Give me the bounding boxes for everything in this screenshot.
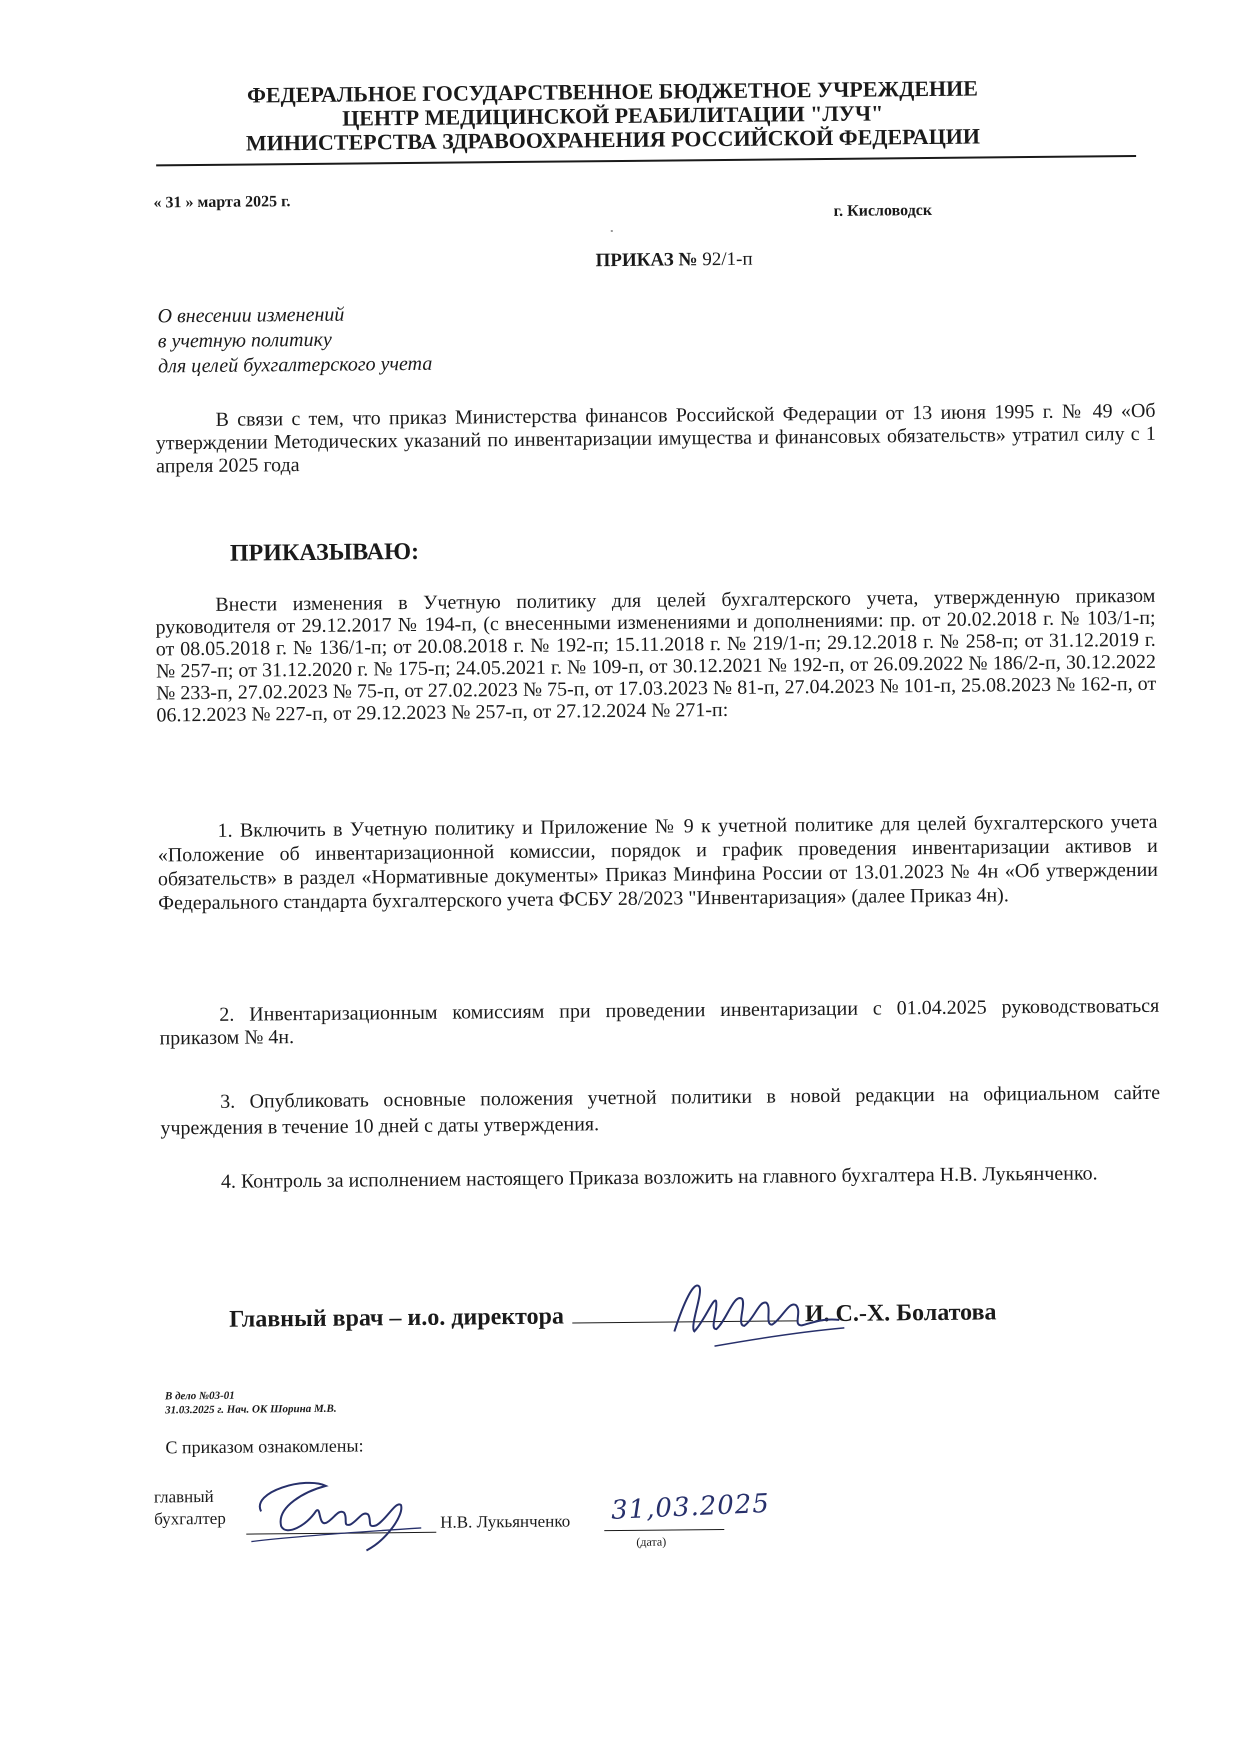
subject-line-3: для целей бухгалтерского учета: [157, 352, 433, 378]
acknowledgement-role: [154, 1486, 226, 1531]
director-name: И. С.-Х. Болатова: [804, 1299, 997, 1328]
header-line-2: ЦЕНТР МЕДИЦИНСКОЙ РЕАБИЛИТАЦИИ "ЛУЧ": [342, 100, 884, 131]
role-line-1: главный: [153, 1486, 214, 1507]
role-line-2: бухгалтер: [154, 1508, 226, 1529]
decree-heading: ПРИКАЗЫВАЮ:: [229, 538, 420, 567]
item-1: [157, 810, 1158, 916]
order-title-prefix: ПРИКАЗ №: [595, 249, 698, 272]
intro-paragraph: [155, 400, 1156, 479]
archive-line-2: 31.03.2025 г. Нач. ОК Шорина М.В.: [165, 1402, 337, 1417]
item-4-text: 4. Контроль за исполнением настоящего Приказа возложить на главного бухгалтера Н.В. Лукьянченко.: [220, 1162, 1098, 1193]
subject-line-2: в учетную политику: [157, 328, 332, 353]
archive-line-1: В дело №03-01: [164, 1389, 235, 1403]
accountant-signature-scribble: [246, 1470, 427, 1557]
order-title: [454, 247, 894, 273]
archive-note: [165, 1388, 337, 1418]
order-city: г. Кисловодск: [833, 201, 933, 220]
scan-speck: [611, 230, 613, 232]
main-paragraph: [155, 585, 1156, 727]
order-subject: [157, 302, 432, 380]
date-caption: (дата): [636, 1534, 667, 1549]
header-line-3: МИНИСТЕРСТВА ЗДРАВООХРАНЕНИЯ РОССИЙСКОЙ ФЕДЕРАЦИИ: [245, 123, 981, 156]
item-2-text: 2. Инвентаризационным комиссиям при проведении инвентаризации с 01.04.2025 руководствоваться приказом № 4н.: [159, 994, 1160, 1050]
item-3-text: 3. Опубликовать основные положения учетной политики в новой редакции на официальном сайте учреждения в течение 10 дней с даты утверждения.: [160, 1081, 1161, 1140]
subject-line-1: О внесении изменений: [157, 303, 345, 328]
accountant-name: Н.В. Лукьянченко: [440, 1511, 571, 1532]
director-signature-scribble: [654, 1270, 855, 1352]
header-line-1: ФЕДЕРАЛЬНОЕ ГОСУДАРСТВЕННОЕ БЮДЖЕТНОЕ УЧРЕЖДЕНИЕ: [246, 75, 979, 108]
item-3: [160, 1080, 1160, 1142]
order-number: 92/1-п: [697, 248, 753, 271]
handwritten-date: 31,03.2025: [610, 1488, 771, 1526]
item-1-text: 1. Включить в Учетную политику и Приложение № 9 к учетной политике для целей бухгалтерского учета «Положение об инвентаризационной комиссии, порядок и график проведения инвентаризации активов и обязательств» в раздел «Нормативные документы» Приказ Минфина России от 13.01.2023 № 4н «Об утверждении Федерального стандарта бухгалтерского учета ФСБУ 28/2023 "Инвентаризация» (далее Приказ 4н).: [157, 810, 1159, 915]
header-divider: [156, 155, 1136, 166]
order-date: « 31 » марта 2025 г.: [153, 193, 291, 212]
item-2: [159, 995, 1159, 1051]
intro-text: В связи с тем, что приказ Министерства финансов Российской Федерации от 13 июня 1995 г. № 49 «Об утверждении Методических указаний по инвентаризации имущества и финансовых обязательств» утратил силу с 1 апреля 2025 года: [155, 399, 1156, 478]
institution-header: [152, 76, 1073, 157]
date-line: [604, 1529, 724, 1531]
item-4: [161, 1160, 1161, 1196]
director-position: Главный врач – и.о. директора: [229, 1303, 565, 1333]
main-text: Внести изменения в Учетную политику для целей бухгалтерского учета, утвержденную приказом руководителя от 29.12.2017 № 194-п, (с внесенными изменениями и дополнениями: пр. от 20.02.2018 г. № 103/1-п; от 08.05.2018 г. № 136/1-п; от 20.08.2018 г. № 192-п; 15.11.2018 г. № 219/1-п; 29.12.2018 г. № 258-п; от 31.12.2019 г. № 257-п; от 31.12.2020 г. № 175-п; 24.05.2021 г. № 109-п, от 30.12.2021 № 192-п, от 26.09.2022 № 186/2-п, 30.12.2022 № 233-п, 27.02.2023 № 75-п, от 27.02.2023 № 75-п, от 17.03.2023 № 81-п, 27.04.2023 № 101-п, 25.08.2023 № 162-п, от 06.12.2023 № 227-п, от 29.12.2023 № 257-п, от 27.12.2024 № 271-п:: [155, 584, 1157, 727]
acknowledgement-title: С приказом ознакомлены:: [165, 1435, 364, 1458]
